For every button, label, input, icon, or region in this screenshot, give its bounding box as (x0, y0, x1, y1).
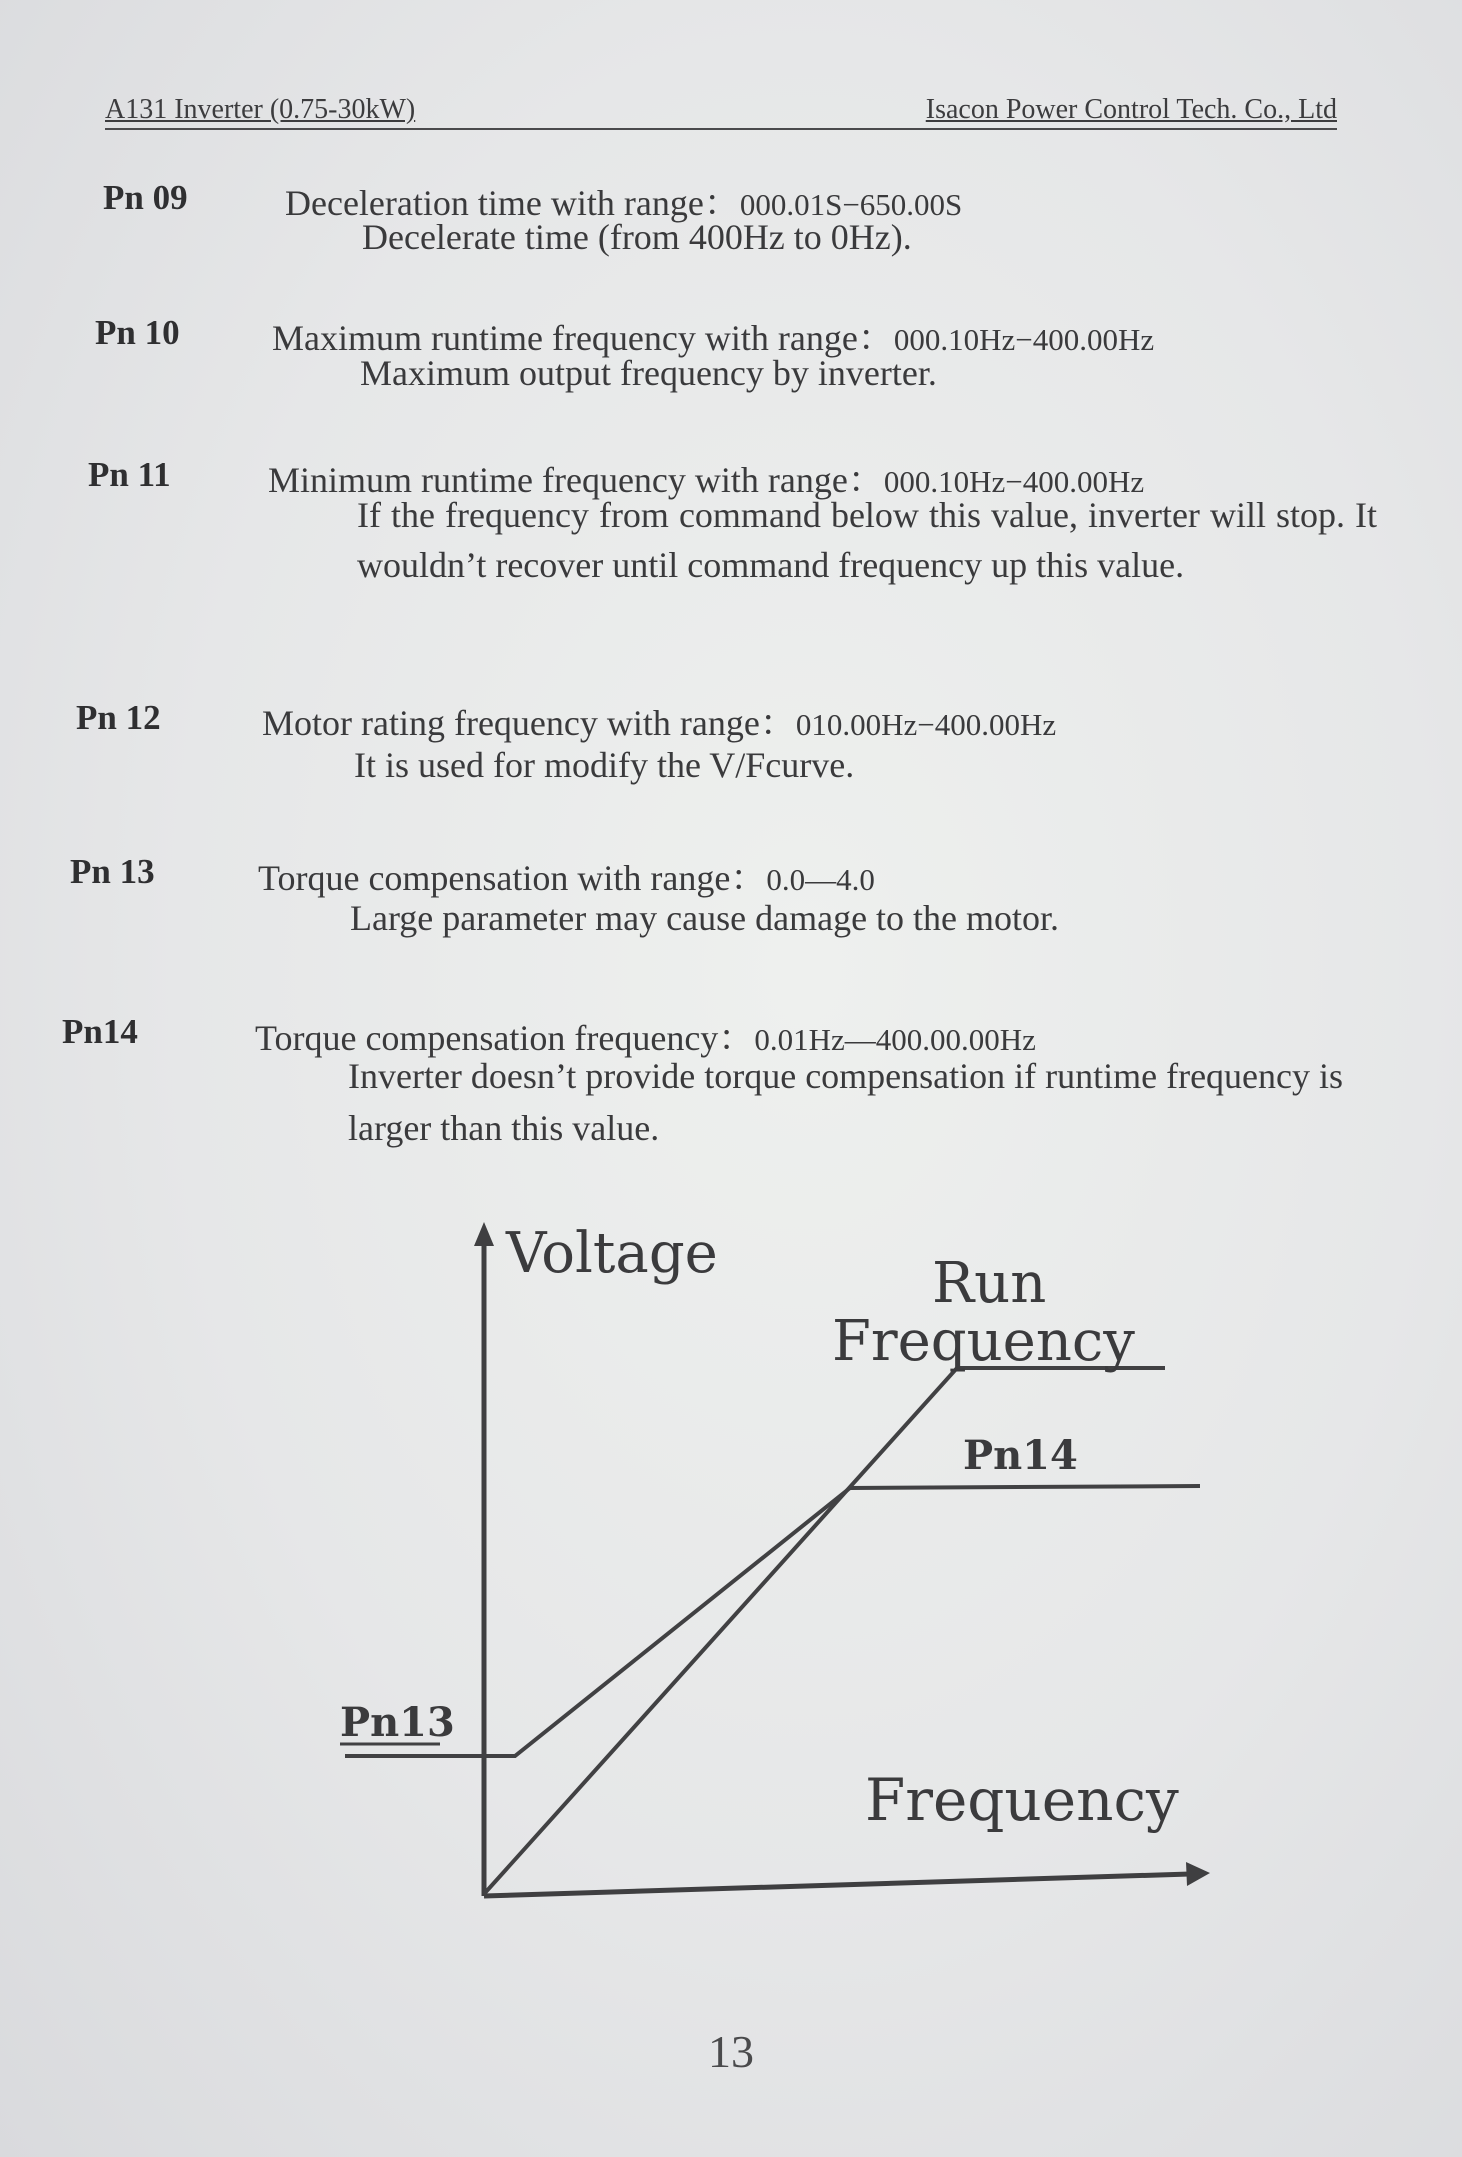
param-title-text: Motor rating frequency with range： (262, 703, 796, 743)
param-title-text: Maximum runtime frequency with range： (272, 318, 894, 358)
param-range: 010.00Hz−400.00Hz (795, 707, 1057, 742)
header-company: Isacon Power Control Tech. Co., Ltd (925, 94, 1337, 125)
param-title (262, 695, 1056, 746)
voltage-label: Voltage (506, 1221, 718, 1286)
param-range: 000.10Hz−400.00Hz (883, 464, 1145, 499)
x-axis-arrowhead (1186, 1862, 1210, 1886)
param-range: 000.10Hz−400.00Hz (893, 322, 1155, 357)
param-range: 0.0—4.0 (766, 862, 875, 897)
pn14-label: Pn14 (963, 1432, 1078, 1479)
param-description: If the frequency from command below this value, inverter will stop. It wouldn’t recover until command frequency up this value. (357, 495, 1377, 585)
param-code: Pn14 (62, 1012, 138, 1051)
param-description: Maximum output frequency by inverter. (360, 353, 937, 393)
param-title-text: Deceleration time with range： (285, 183, 740, 223)
param-title-text: Minimum runtime frequency with range： (268, 460, 884, 500)
param-description: It is used for modify the V/Fcurve. (354, 745, 855, 785)
vf-torque-diagram (320, 1210, 1220, 1910)
page-header (105, 88, 1337, 130)
param-code: Pn 09 (103, 178, 188, 217)
param-code: Pn 13 (70, 852, 155, 891)
param-range: 000.01S−650.00S (739, 187, 963, 222)
param-code: Pn 12 (76, 698, 161, 737)
param-description: Large parameter may cause damage to the motor. (350, 898, 1060, 938)
param-code: Pn 10 (95, 313, 180, 352)
frequency-axis-label: Frequency (865, 1766, 1179, 1834)
x-axis (484, 1874, 1190, 1896)
page-number: 13 (708, 2026, 754, 2077)
y-axis-arrowhead (474, 1222, 494, 1246)
run-label: Run (932, 1251, 1047, 1316)
param-description: Decelerate time (from 400Hz to 0Hz). (362, 217, 912, 257)
torque-compensation-line (345, 1486, 1200, 1756)
param-code: Pn 11 (88, 455, 171, 494)
param-title-text: Torque compensation frequency： (255, 1018, 755, 1058)
pn13-label: Pn13 (340, 1699, 455, 1746)
header-model: A131 Inverter (0.75-30kW) (105, 94, 416, 125)
param-description: Inverter doesn’t provide torque compensation if runtime frequency is larger than this value. (348, 1056, 1344, 1148)
run-frequency-label: Frequency (832, 1309, 1135, 1374)
param-range: 0.01Hz—400.00.00Hz (754, 1022, 1036, 1057)
param-title-text: Torque compensation with range： (258, 858, 767, 898)
